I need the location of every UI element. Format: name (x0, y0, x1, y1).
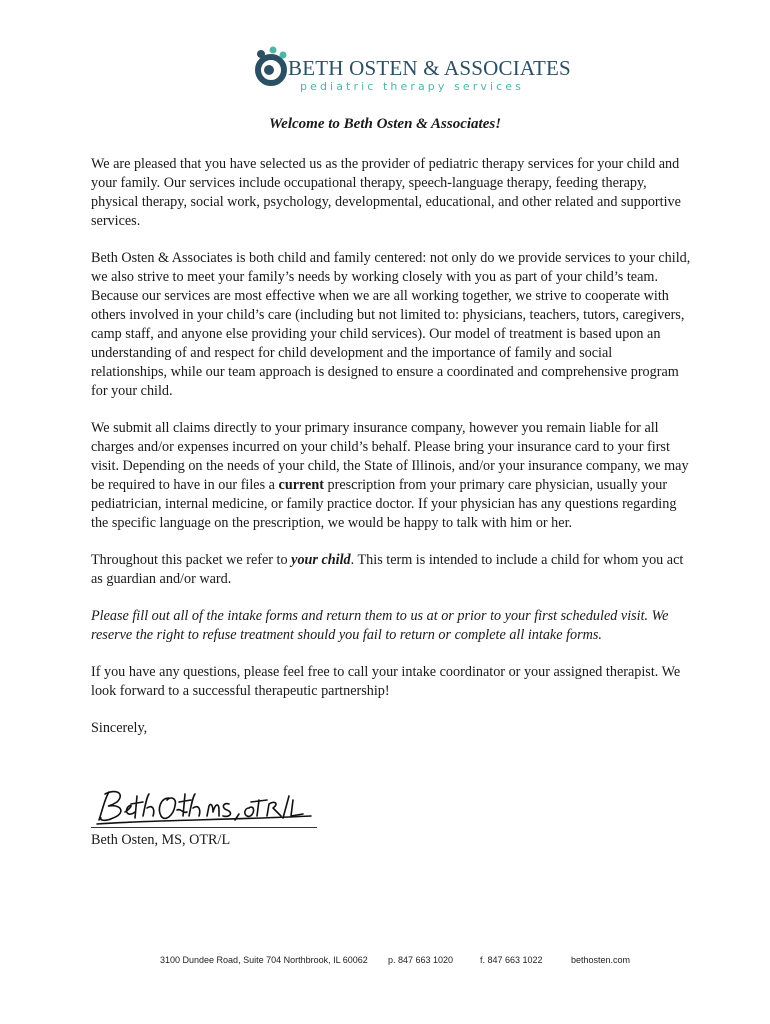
signature-line (91, 827, 317, 828)
company-tagline: pediatric therapy services (300, 80, 525, 93)
paragraph-intro: We are pleased that you have selected us as the provider of pediatric therapy services for your child and your family. Our services include occupational therapy, speech-language therapy, feeding therapy, physical therapy, social work, psychology, developmental, educational, and other related and supportive services. (91, 156, 681, 229)
handwritten-signature (91, 786, 317, 830)
closing-sincerely: Sincerely, (91, 720, 148, 736)
paragraph-family-centered: Beth Osten & Associates is both child and family centered: not only do we provide services to your child, we also strive to meet your family’s needs by working closely with you as part of your child’s team. Because our services are most effective when we are all working together, we strive to cooperate with others involved in your child’s care (including but not limited to: physicians, teachers, tutors, caregivers, camp staff, and anyone else providing your child services). Our model of treatment is based upon an understanding of and respect for child development and the importance of family and social relationships, while our team approach is designed to ensure a coordinated and comprehensive program for your child. (91, 250, 691, 399)
letter-body (91, 155, 691, 756)
paragraph-insurance-part2: prescription from your primary care physician, usually your pediatrician, internal medicine, or family practice doctor. If your physician has any questions regarding the specific language on the prescription, we would be happy to talk with him or her. (91, 477, 677, 531)
company-logo (252, 46, 571, 98)
letter-heading: Welcome to Beth Osten & Associates! (268, 116, 502, 132)
company-name: BETH OSTEN & ASSOCIATES (288, 56, 571, 80)
paragraph-insurance (91, 419, 691, 533)
footer-phone: p. 847 663 1020 (388, 955, 454, 965)
logo-mark-icon (252, 46, 292, 90)
paragraph-intake-forms: Please fill out all of the intake forms and return them to us at or prior to your first scheduled visit. We reserve the right to refuse treatment should you fail to return or complete all intake forms. (91, 608, 669, 643)
paragraph-your-child-part2: . This term is intended to include a child for whom you act as guardian and/or ward. (91, 552, 684, 587)
footer-fax: f. 847 663 1022 (480, 955, 543, 965)
paragraph-your-child (91, 551, 691, 589)
paragraph-questions: If you have any questions, please feel free to call your intake coordinator or your assigned therapist. We look forward to a successful therapeutic partnership! (91, 664, 681, 699)
footer-address: 3100 Dundee Road, Suite 704 Northbrook, IL 60062 (160, 955, 368, 965)
paragraph-insurance-part1: We submit all claims directly to your primary insurance company, however you remain liable for all charges and/or expenses incurred on your child’s behalf. Please bring your insurance card to your first visit. Depending on the needs of your child, the State of Illinois, and/or your insurance company, we may be required to have in our files a (91, 420, 689, 493)
paragraph-your-child-part1: Throughout this packet we refer to (91, 552, 292, 568)
emphasis-your-child: your child (291, 552, 351, 568)
signatory-name: Beth Osten, MS, OTR/L (91, 832, 231, 848)
footer-website: bethosten.com (571, 955, 631, 965)
emphasis-current: current (278, 477, 324, 493)
